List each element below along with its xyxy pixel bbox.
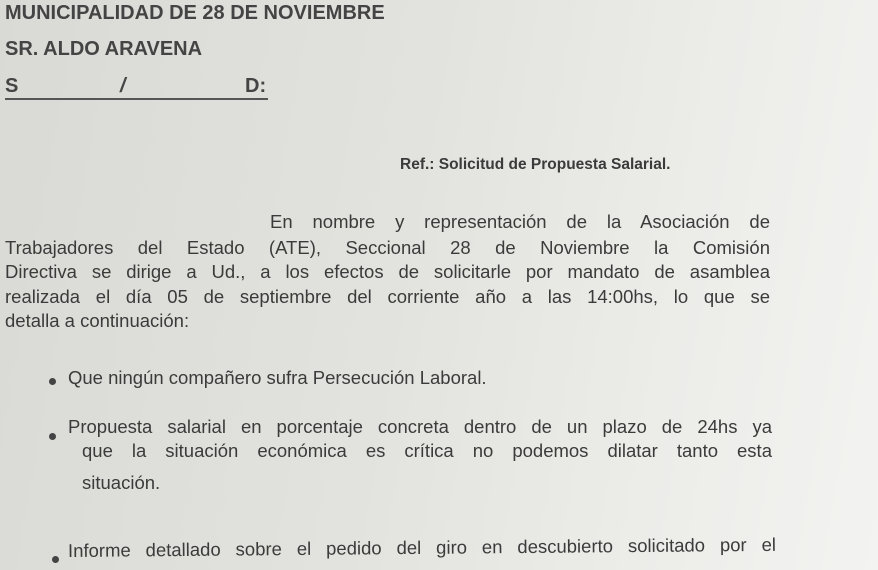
bullet-text: Informe detallado sobre el pedido del giro en descubierto solicitado por el (67, 533, 777, 561)
sd-d: D: (245, 75, 267, 97)
bullet-text: situación. (82, 472, 161, 493)
bullet-icon (49, 433, 56, 440)
recipient-org: MUNICIPALIDAD DE 28 DE NOVIEMBRE (5, 2, 385, 24)
paragraph-line: Directiva se dirige a Ud., a los efectos de solicitarle por mandato de asamblea (5, 261, 770, 282)
reference-line: Ref.: Solicitud de Propuesta Salarial. (400, 156, 671, 173)
bullet-icon (49, 378, 56, 385)
paragraph-line: Trabajadores del Estado (ATE), Seccional 28 de Noviembre la Comisión (5, 237, 770, 258)
paragraph-line: realizada el día 05 de septiembre del corriente año a las 14:00hs, lo que se (5, 286, 770, 307)
sd-line (5, 76, 268, 100)
paragraph-line: detalla a continuación: (5, 310, 190, 331)
bullet-icon (52, 556, 59, 563)
sd-s: S (5, 75, 19, 97)
sd-slash: / (120, 75, 126, 97)
recipient-name: SR. ALDO ARAVENA (5, 38, 203, 60)
bullet-text: que la situación económica es crítica no podemos dilatar tanto esta (82, 440, 772, 461)
bullet-text: Que ningún compañero sufra Persecución Laboral. (68, 367, 487, 388)
paragraph-line: En nombre y representación de la Asociación de (270, 211, 770, 232)
bullet-text: Propuesta salarial en porcentaje concreta dentro de un plazo de 24hs ya (68, 416, 772, 437)
